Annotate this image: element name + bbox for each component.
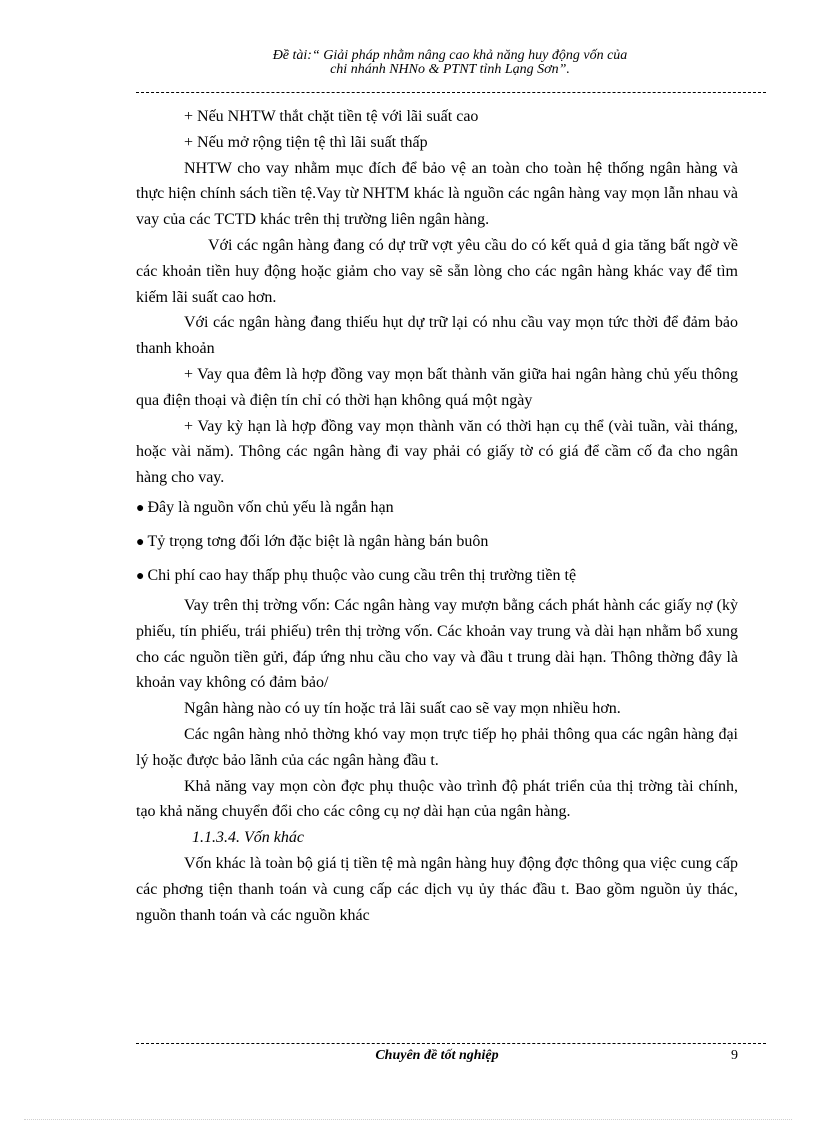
paragraph: + Vay kỳ hạn là hợp đồng vay mọn thành văn có thời hạn cụ thể (vài tuần, vài tháng, hoặc vài năm). Thông các ngân hàng đi vay phải có giấy tờ có giá để cầm cố đa cho ngân hàng cho vay. [136, 417, 738, 487]
paragraph: Khả năng vay mọn còn đợc phụ thuộc vào trình độ phát triển của thị trờng tài chính, tạo khả năng chuyển đổi cho các công cụ nợ dài hạn của ngân hàng. [136, 777, 738, 821]
bullet-text: Tỷ trọng tơng đối lớn đặc biệt là ngân hàng bán buôn [147, 532, 489, 550]
footer-divider [136, 1043, 766, 1044]
bullet-icon: ● [136, 568, 145, 584]
bullet-text: Chi phí cao hay thấp phụ thuộc vào cung cầu trên thị trường tiền tệ [147, 566, 577, 584]
paragraph: + Nếu NHTW thắt chặt tiền tệ với lãi suất cao [184, 108, 479, 125]
bullet-item [136, 491, 738, 525]
paragraph: Với các ngân hàng đang thiếu hụt dự trữ lại có nhu cầu vay mọn tức thời để đảm bảo thanh khoản [136, 314, 738, 358]
paragraph: NHTW cho vay nhằm mục đích để bảo vệ an toàn cho toàn hệ thống ngân hàng và thực hiện chính sách tiền tệ.Vay từ NHTM khác là nguồn các ngân hàng vay mọn lẫn nhau và vay của các TCTD khác trên thị trường liên ngân hàng. [136, 159, 738, 229]
paragraph: Ngân hàng nào có uy tín hoặc trả lãi suất cao sẽ vay mọn nhiều hơn. [184, 700, 621, 718]
section-heading: 1.1.3.4. Vốn khác [192, 829, 304, 847]
paragraph: Các ngân hàng nhỏ thờng khó vay mọn trực tiếp họ phải thông qua các ngân hàng đại lý hoặc được bảo lãnh của các ngân hàng đầu t. [136, 725, 738, 769]
bullet-item [136, 525, 738, 559]
bullet-text: Đây là nguồn vốn chủ yếu là ngắn hạn [147, 498, 394, 516]
paragraph: + Nếu mở rộng tiện tệ thì lãi suất thấp [184, 133, 428, 151]
footer-title: Chuyên đề tốt nghiệp [375, 1048, 499, 1063]
paragraph: Vay trên thị trờng vốn: Các ngân hàng vay mượn bằng cách phát hành các giấy nợ (kỳ phiếu, tín phiếu, trái phiếu) trên thị trờng vốn. Các khoản vay trung và dài hạn nhằm bổ xung cho các nguồn tiền gửi, đáp ứng nhu cầu cho vay và đầu t trung dài hạn. Thông thờng đây là khoản vay không có đảm bảo/ [136, 596, 738, 692]
page-header [140, 49, 760, 77]
paragraph: + Vay qua đêm là hợp đồng vay mọn bất thành văn giữa hai ngân hàng chủ yếu thông qua điện thoại và điện tín chỉ có thời hạn không quá một ngày [136, 365, 738, 409]
header-line-1: Đề tài:“ Giải pháp nhằm nâng cao khả năng huy động vốn của [272, 48, 628, 63]
bullet-icon: ● [136, 534, 145, 550]
page-number: 9 [731, 1048, 738, 1063]
page-bottom-border [24, 1119, 792, 1120]
paragraph: Với các ngân hàng đang có dự trữ vợt yêu cầu do có kết quả d gia tăng bất ngờ về các khoản tiền huy động hoặc giảm cho vay sẽ sẵn lòng cho các ngân hàng khác vay để tìm kiếm lãi suất cao hơn. [136, 236, 738, 306]
document-body [136, 104, 738, 929]
header-divider [136, 92, 766, 93]
header-line-2: chi nhánh NHNo & PTNT tỉnh Lạng Sơn”. [330, 62, 570, 77]
paragraph: Vốn khác là toàn bộ giá tị tiền tệ mà ngân hàng huy động đợc thông qua việc cung cấp các phơng tiện thanh toán và cung cấp các dịch vụ ủy thác đầu t. Bao gồm nguồn ủy thác, nguồn thanh toán và các nguồn khác [136, 855, 738, 924]
bullet-icon: ● [136, 500, 145, 516]
bullet-item [136, 559, 738, 593]
